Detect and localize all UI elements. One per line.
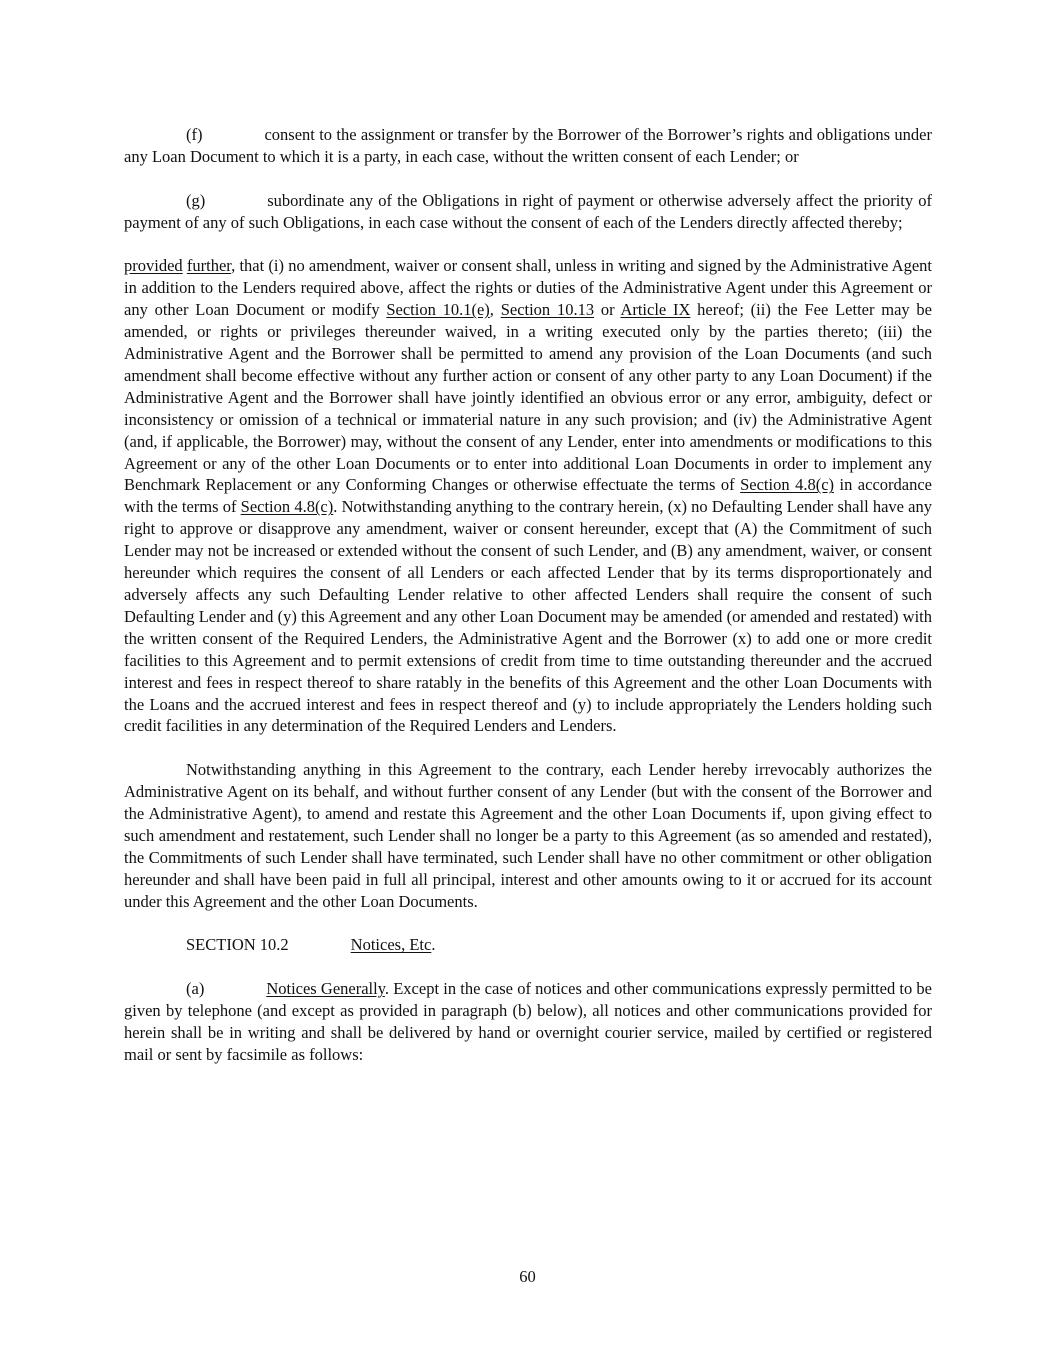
proviso-text-5: in accordance with the terms of	[124, 475, 932, 517]
section-title: Notices, Etc	[350, 935, 432, 955]
proviso-paragraph	[124, 255, 932, 737]
further-term: further	[186, 256, 232, 276]
section-4-8-c-ref-1: Section 4.8(c)	[740, 475, 835, 495]
proviso-text-4: hereof; (ii) the Fee Letter may be amended, or rights or privileges thereunder waived, in a writing executed only by the parties thereto; (iii) the Administrative Agent and the Borrower shall be permitted to amend any provision of the Loan Documents (and such amendment shall become effective without any further action or consent of any other party to any Loan Document) if the Administrative Agent and the Borrower shall have jointly identified an obvious error or any error, ambiguity, defect or inconsistency or omission of a technical or immaterial nature in any such provision; and (iv) the Administrative Agent (and, if applicable, the Borrower) may, without the consent of any Lender, enter into amendments or modifications to this Agreement or any of the other Loan Documents or to enter into additional Loan Documents in order to implement any Benchmark Replacement or any Conforming Changes or otherwise effectuate the terms of	[124, 300, 932, 495]
article-ix-ref: Article IX	[620, 300, 691, 320]
clause-a-label: (a)	[186, 979, 205, 999]
clause-a-title: Notices Generally	[266, 979, 385, 999]
clause-g	[124, 190, 932, 234]
clause-a-text: . Except in the case of notices and other communications expressly permitted to be given by telephone (and except as provided in paragraph (b) below), all notices and other communications provided for herein shall be in writing and shall be delivered by hand or overnight courier service, mailed by certified or registered mail or sent by facsimile as follows:	[124, 979, 932, 1064]
section-4-8-c-ref-2: Section 4.8(c)	[240, 497, 334, 517]
clause-f-text: consent to the assignment or transfer by the Borrower of the Borrower’s rights and obligations under any Loan Document to which it is a party, in each case, without the written consent of each Lender; or	[124, 125, 932, 166]
section-number: SECTION 10.2	[186, 935, 289, 955]
proviso-text-3: or	[594, 300, 621, 320]
provided-term: provided	[124, 256, 183, 276]
section-10-13-ref: Section 10.13	[500, 300, 595, 320]
proviso-text-6: . Notwithstanding anything to the contrary herein, (x) no Defaulting Lender shall have any right to approve or disapprove any amendment, waiver or consent hereunder, except that (A) the Commitment of such Lender may not be increased or extended without the consent of such Lender, and (B) any amendment, waiver, or consent hereunder which requires the consent of all Lenders or each affected Lender that by its terms disproportionately and adversely affects any such Defaulting Lender relative to other affected Lenders shall require the consent of such Defaulting Lender and (y) this Agreement and any other Loan Document may be amended (or amended and restated) with the written consent of the Required Lenders, the Administrative Agent and the Borrower (x) to add one or more credit facilities to this Agreement and to permit extensions of credit from time to time outstanding thereunder and the accrued interest and fees in respect thereof to share ratably in the benefits of this Agreement and the other Loan Documents with the Loans and the accrued interest and fees in respect thereof and (y) to include appropriately the Lenders holding such credit facilities in any determination of the Required Lenders and Lenders.	[124, 497, 932, 736]
page-number: 60	[519, 1267, 536, 1286]
clause-a	[124, 978, 932, 1066]
proviso-text-2: ,	[489, 300, 501, 320]
clause-f	[124, 124, 932, 168]
clause-g-text: subordinate any of the Obligations in right of payment or otherwise adversely affect the priority of payment of any of such Obligations, in each case without the consent of each of the Lenders directly affected thereby;	[124, 190, 932, 232]
clause-g-label: (g)	[186, 190, 206, 210]
notwithstanding-paragraph: Notwithstanding anything in this Agreement to the contrary, each Lender hereby irrevocably authorizes the Administrative Agent on its behalf, and without further consent of any Lender (but with the consent of the Borrower and the Administrative Agent), to amend and restate this Agreement and the other Loan Documents if, upon giving effect to such amendment and restatement, such Lender shall no longer be a party to this Agreement (as so amended and restated), the Commitments of such Lender shall have terminated, such Lender shall have no other commitment or other obligation hereunder and shall have been paid in full all principal, interest and other amounts owing to it or accrued for its account under this Agreement and the other Loan Documents.	[124, 760, 932, 911]
section-heading	[124, 934, 932, 956]
document-page	[124, 124, 932, 1088]
proviso-text-1: , that (i) no amendment, waiver or consent shall, unless in writing and signed by the Administrative Agent in addition to the Lenders required above, affect the rights or duties of the Administrative Agent under this Agreement or any other Loan Document or modify	[124, 256, 932, 320]
section-10-1-e-ref: Section 10.1(e)	[386, 300, 490, 320]
clause-f-label: (f)	[186, 125, 203, 144]
section-title-end: .	[431, 935, 436, 955]
